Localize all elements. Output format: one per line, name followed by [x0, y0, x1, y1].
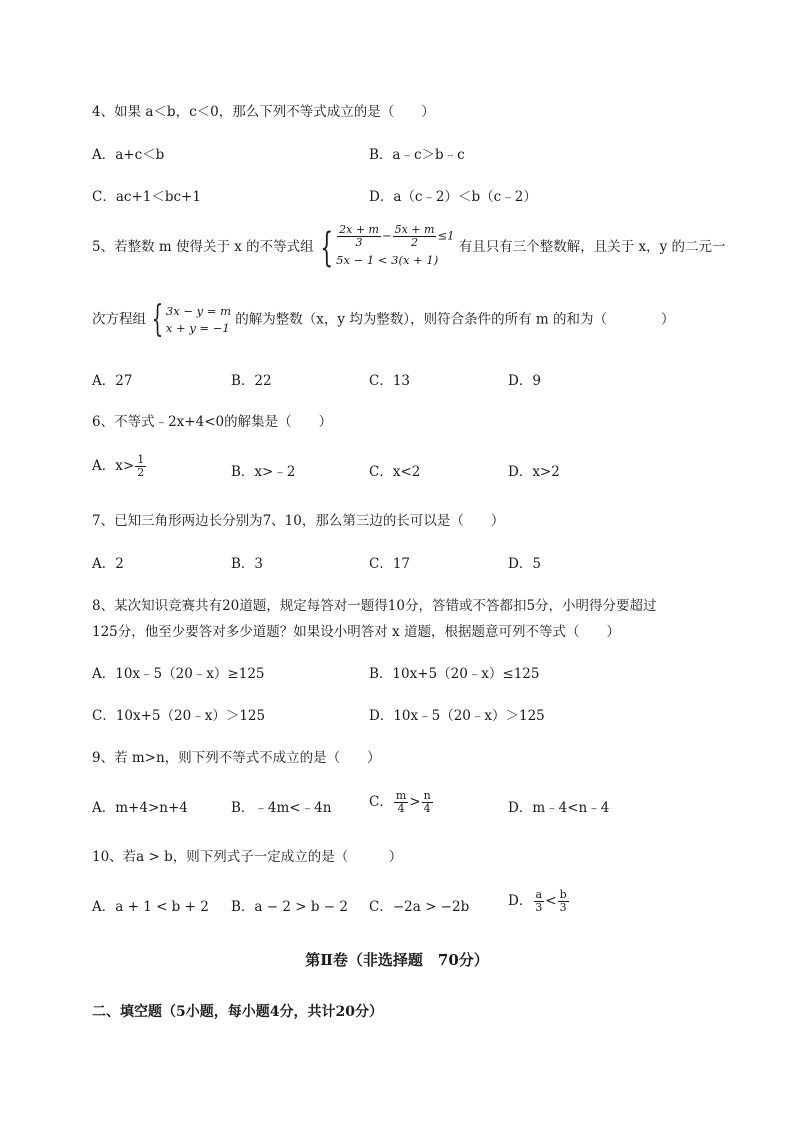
question-9-option-c: [369, 790, 434, 815]
option-a-prefix: A．x>: [92, 458, 135, 474]
question-4-option-d: D．a（c﹣2）＜b（c﹣2）: [369, 189, 537, 205]
sys2-line-1: 3x − y = m: [165, 304, 232, 318]
question-5-stem-prefix: 5、若整数 m 使得关于 x 的不等式组: [92, 239, 314, 255]
question-10-stem: 10、若a > b，则下列式子一定成立的是（ ）: [92, 849, 403, 865]
equation-system: [146, 300, 231, 340]
inequality-system: [314, 224, 455, 271]
question-4-option-b: B．a﹣c＞b﹣c: [369, 147, 465, 163]
question-8-stem-line-2: 125分，他至少要答对多少道题？如果设小明答对 x 道题，根据题意可列不等式（ ）: [92, 624, 620, 640]
question-8-stem-line-1: 8、某次知识竞赛共有20道题，规定每答对一题得10分，答错或不答都扣5分，小明得分要超过: [92, 598, 657, 614]
question-5-option-b: B．22: [231, 373, 272, 389]
question-7-stem: 7、已知三角形两边长分别为7、10，那么第三边的长可以是（ ）: [92, 513, 505, 529]
relation: >: [409, 794, 421, 810]
question-7-option-b: B．3: [231, 556, 264, 572]
sys1-line-2: 5x − 1 < 3(x + 1): [336, 253, 439, 267]
sys1-frac2-den: 2: [411, 236, 419, 249]
question-6-option-d: D．x>2: [508, 464, 560, 480]
frac-num: 1: [137, 453, 145, 466]
question-10-option-a: A．a + 1 < b + 2: [92, 899, 209, 915]
question-5-stem-mid: 有且只有三个整数解，且关于 x，y 的二元一: [454, 239, 726, 255]
sys1-frac2-num: 5x + m: [394, 223, 435, 236]
question-9-option-d: D．m﹣4<n﹣4: [508, 800, 610, 816]
question-8-option-d: D．10x﹣5（20﹣x）＞125: [369, 708, 545, 724]
left-brace: {: [151, 299, 164, 340]
relation: <: [545, 893, 557, 909]
question-5-option-a: A．27: [92, 373, 133, 389]
question-6-stem: 6、不等式﹣2x+4<0的解集是（ ）: [92, 414, 333, 430]
question-9-option-b: B．﹣4m<﹣4n: [231, 800, 332, 816]
question-8-option-c: C．10x+5（20﹣x）＞125: [92, 708, 266, 724]
question-5-option-d: D．9: [508, 373, 541, 389]
question-4-option-a: A．a+c＜b: [92, 147, 165, 163]
frac-den: 2: [137, 466, 145, 479]
question-5-stem-line2-suffix: 的解为整数（x，y 均为整数），则符合条件的所有 m 的和为（ ）: [231, 311, 675, 328]
question-10-option-d: [508, 889, 570, 914]
frac-den: 3: [559, 901, 567, 914]
sys1-frac1-num: 2x + m: [339, 223, 379, 236]
question-5-option-c: C．13: [369, 373, 411, 389]
question-4-stem: 4、如果 a＜b，c＜0，那么下列不等式成立的是（ ）: [92, 104, 435, 120]
question-7-option-a: A．2: [92, 556, 124, 572]
frac-num: a: [535, 888, 543, 901]
question-7-option-c: C．17: [369, 556, 411, 572]
question-5-stem-line2-prefix: 次方程组: [92, 311, 146, 328]
frac-num: n: [423, 789, 431, 802]
frac-den: 4: [397, 802, 405, 815]
question-6-option-b: B．x>﹣2: [231, 464, 296, 480]
sys1-frac1-den: 3: [355, 236, 363, 249]
section-title: 第Ⅱ卷（非选择题 70分）: [305, 951, 489, 969]
frac-num: b: [559, 888, 567, 901]
frac-den: 4: [423, 802, 431, 815]
question-6-option-c: C．x<2: [369, 464, 421, 480]
option-d-prefix: D．: [508, 893, 533, 909]
sys2-line-2: x + y = −1: [165, 321, 230, 335]
frac-num: m: [395, 789, 407, 802]
question-8-option-b: B．10x+5（20﹣x）≤125: [369, 666, 540, 682]
question-5-stem-line-2: [92, 300, 674, 340]
question-8-option-a: A．10x﹣5（20﹣x）≥125: [92, 666, 265, 682]
question-6-option-a: [92, 454, 147, 479]
frac-den: 3: [535, 901, 543, 914]
question-9-stem: 9、若 m>n，则下列不等式不成立的是（ ）: [92, 750, 381, 766]
question-5-stem-line-1: [92, 224, 726, 271]
sys1-relation: ≤1: [437, 228, 455, 243]
part-title: 二、填空题（5小题，每小题4分，共计20分）: [92, 1004, 383, 1020]
question-4-option-c: C．ac+1＜bc+1: [92, 189, 201, 205]
question-7-option-d: D．5: [508, 556, 541, 572]
question-10-option-c: C．−2a > −2b: [369, 899, 470, 915]
question-10-option-b: B．a − 2 > b − 2: [231, 899, 348, 915]
left-brace: {: [320, 224, 333, 271]
option-c-prefix: C．: [369, 794, 393, 810]
question-9-option-a: A．m+4>n+4: [92, 800, 188, 816]
sys1-minus: −: [381, 228, 392, 243]
